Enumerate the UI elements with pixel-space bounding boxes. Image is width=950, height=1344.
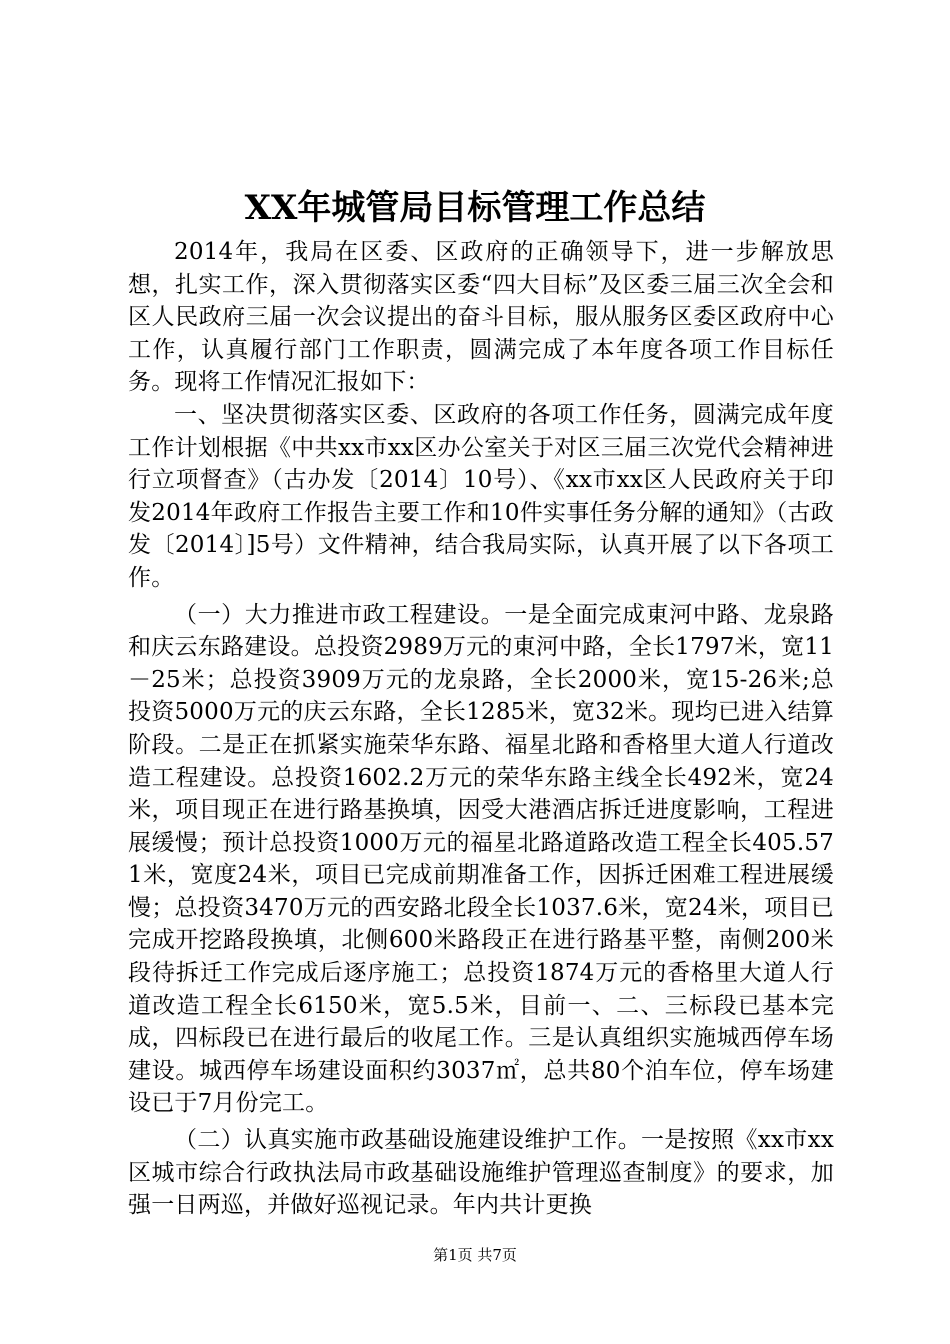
page-number-footer: 第1页 共7页 [433,1246,517,1264]
paragraph-intro: 2014年，我局在区委、区政府的正确领导下，进一步解放思想，扎实工作，深入贯彻落实区委“四大目标”及区委三届三次全会和区人民政府三届一次会议提出的奋斗目标，服从服务区委区政府中心工作，认真履行部门工作职责，圆满完成了本年度各项工作目标任务。现将工作情况汇报如下： [128,239,834,396]
paragraph-municipal-engineering: （一）大力推进市政工程建设。一是全面完成東河中路、龙泉路和庆云东路建设。总投资2989万元的東河中路，全长1797米，宽11－25米；总投资3909万元的龙泉路，全长2000米，宽15-26米;总投资5000万元的庆云东路，全长1285米，宽32米。现均已进入结算阶段。二是正在抓紧实施荣华东路、福星北路和香格里大道人行道改造工程建设。总投资1602.2万元的荣华东路主线全长492米，宽24米，项目现正在进行路基换填，因受大港酒店拆迁进度影响，工程进展缓慢；预计总投资1000万元的福星北路道路改造工程全长405.571米，宽度24米，项目已完成前期准备工作，因拆迁困难工程进展缓慢；总投资3470万元的西安路北段全长1037.6米，宽24米，项目已完成开挖路段换填，北侧600米路段正在进行路基平整，南侧200米段待拆迁工作完成后逐序施工；总投资1874万元的香格里大道人行道改造工程全长6150米，宽5.5米，目前一、二、三标段已基本完成，四标段已在进行最后的收尾工作。三是认真组织实施城西停车场建设。城西停车场建设面积约3037㎡，总共80个泊车位，停车场建设已于7月份完工。 [128,601,834,1117]
paragraph-infrastructure-maintenance: （二）认真实施市政基础设施建设维护工作。一是按照《xx市xx区城市综合行政执法局市政基础设施维护管理巡查制度》的要求，加强一日两巡，并做好巡视记录。年内共计更换 [128,1127,834,1219]
document-title: XX年城管局目标管理工作总结 [244,188,706,228]
document-body [128,236,834,1222]
paragraph-section-one: 一、坚决贯彻落实区委、区政府的各项工作任务，圆满完成年度工作计划根据《中共xx市xx区办公室关于对区三届三次党代会精神进行立项督查》（古办发〔2014〕10号）、《xx市xx区人民政府关于印发2014年政府工作报告主要工作和10件实事任务分解的通知》（古政发〔2014〕]5号）文件精神，结合我局实际，认真开展了以下各项工作。 [128,401,834,591]
